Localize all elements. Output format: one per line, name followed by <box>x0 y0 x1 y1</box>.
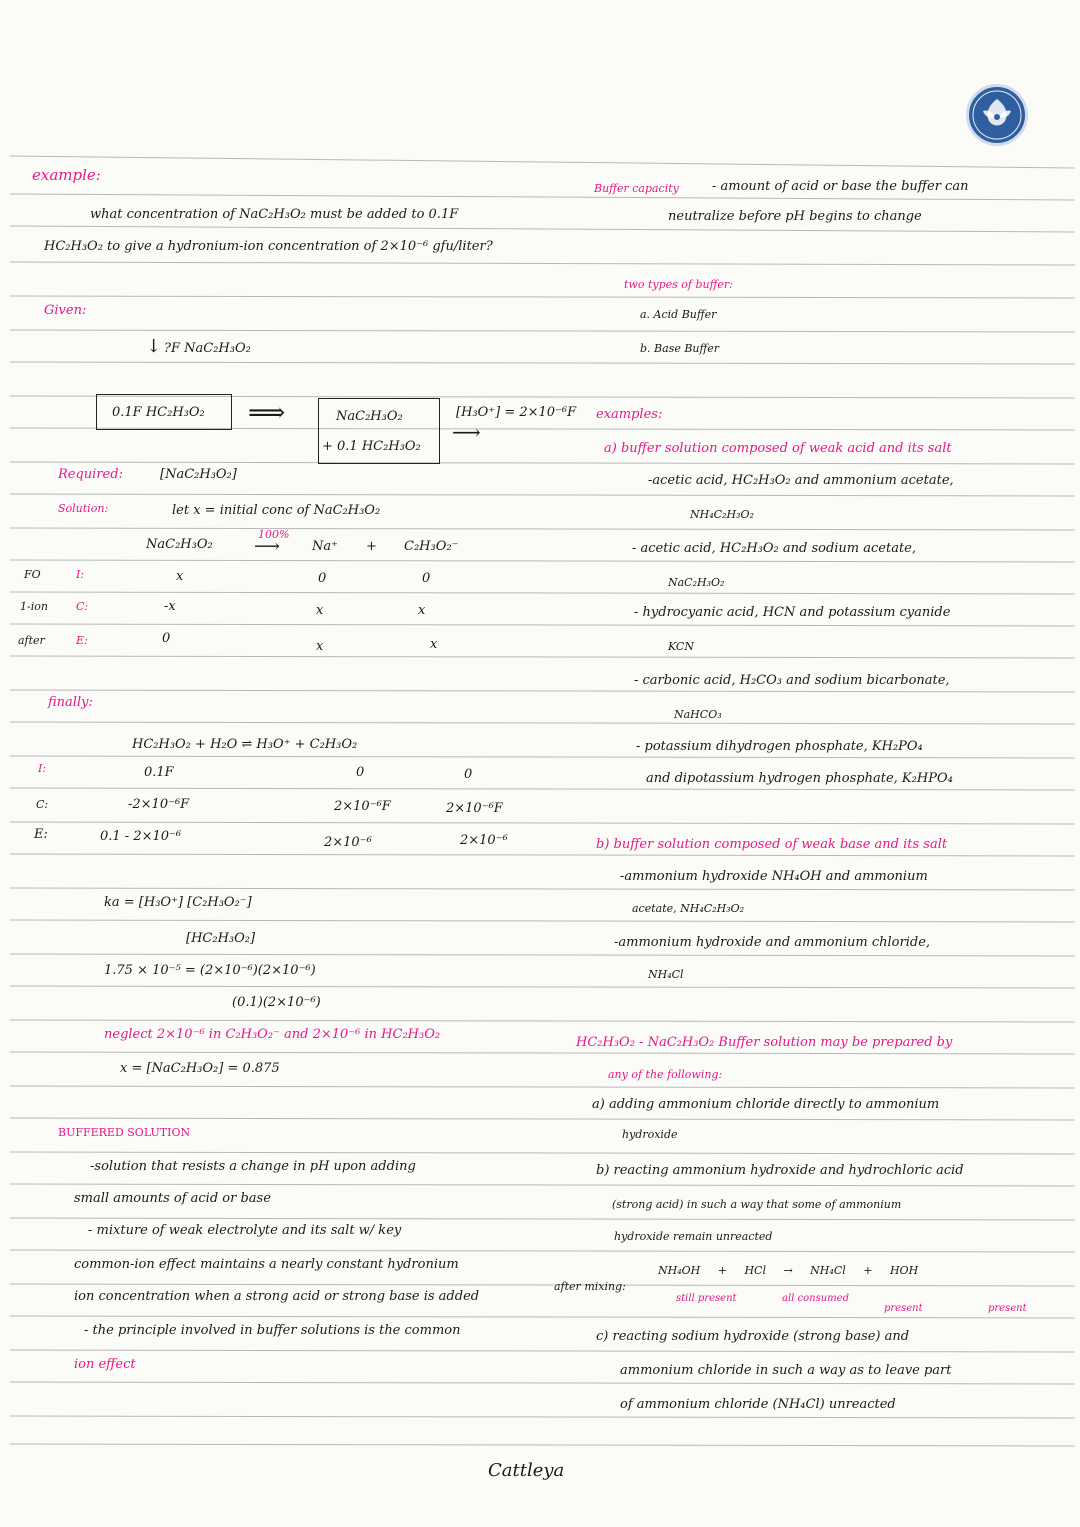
eq-b-2: 2×10⁻⁶ <box>324 835 372 850</box>
prep-c-1: c) reacting sodium hydroxide (strong base) and <box>596 1329 910 1344</box>
buffered-line-2: - mixture of weak electrolyte and its salt w/ key <box>88 1223 402 1238</box>
examples-b-heading: b) buffer solution composed of weak base and its salt <box>596 837 948 852</box>
ka-value-numerator: 1.75 × 10⁻⁵ = (2×10⁻⁶)(2×10⁻⁶) <box>104 963 316 978</box>
question-line-2: HC₂H₃O₂ to give a hydronium-ion concentration of 2×10⁻⁶ gfu/liter? <box>44 239 493 254</box>
a-item-1: NH₄C₂H₃O₂ <box>690 508 754 521</box>
diss-percent: 100% <box>258 528 290 541</box>
signature: Cattleya <box>488 1460 565 1481</box>
equilibrium-equation: HC₂H₃O₂ + H₂O ⇌ H₃O⁺ + C₂H₃O₂ <box>132 737 358 752</box>
eq-c-2: 2×10⁻⁶ <box>460 833 508 848</box>
prep-line-1: HC₂H₃O₂ - NaC₂H₃O₂ Buffer solution may be prepared by <box>576 1035 953 1050</box>
reaction-note-1: all consumed <box>782 1293 849 1304</box>
buffered-line-5: - the principle involved in buffer solutions is the common <box>84 1323 461 1338</box>
diss-side-2: after <box>18 634 45 647</box>
finally-label: finally: <box>48 695 93 710</box>
diss-p2-2: x <box>430 637 438 652</box>
eq-a-1: -2×10⁻⁶F <box>128 797 190 812</box>
eq-b-0: 0 <box>356 765 365 780</box>
buffered-heading: BUFFERED SOLUTION <box>58 1126 191 1139</box>
given-label: Given: <box>44 303 87 318</box>
solution-label: Solution: <box>58 502 109 515</box>
diss-label-1: C: <box>76 600 89 613</box>
diss-p1-1: x <box>316 603 324 618</box>
diss-r-2: 0 <box>162 631 171 646</box>
diss-side-1: 1-ion <box>20 600 48 613</box>
buffered-line-1: small amounts of acid or base <box>74 1191 271 1206</box>
prep-a-2: hydroxide <box>622 1128 678 1141</box>
box-mixture-line-2: + 0.1 HC₂H₃O₂ <box>322 439 421 454</box>
prep-c-2: ammonium chloride in such a way as to leave part <box>620 1363 952 1378</box>
diss-plus: + <box>366 539 377 554</box>
type-b: b. Base Buffer <box>640 342 720 355</box>
eq-label-2: E: <box>34 827 48 842</box>
answer: x = [NaC₂H₃O₂] = 0.875 <box>120 1061 280 1076</box>
neglect-note: neglect 2×10⁻⁶ in C₂H₃O₂⁻ and 2×10⁻⁶ in HC₂H₃O₂ <box>104 1027 441 1042</box>
diss-r-0: x <box>176 569 184 584</box>
type-a: a. Acid Buffer <box>640 308 717 321</box>
eq-c-1: 2×10⁻⁶F <box>446 801 503 816</box>
prep-b-3: hydroxide remain unreacted <box>614 1230 773 1243</box>
examples-a-heading: a) buffer solution composed of weak acid and its salt <box>604 441 952 456</box>
capacity-def-1: - amount of acid or base the buffer can <box>712 179 969 194</box>
reaction-note-0: still present <box>676 1293 737 1304</box>
eq-label-1: C: <box>36 798 49 811</box>
diss-label-0: I: <box>76 568 85 581</box>
ka-value-denominator: (0.1)(2×10⁻⁶) <box>232 995 321 1010</box>
buffered-line-0: -solution that resists a change in pH upon adding <box>90 1159 416 1174</box>
box-mixture-line-1: NaC₂H₃O₂ <box>336 409 403 424</box>
buffered-line-4: ion concentration when a strong acid or strong base is added <box>74 1289 480 1304</box>
a-item-9: and dipotassium hydrogen phosphate, K₂HPO₄ <box>646 771 953 786</box>
reaction: NH₄OH + HCl → NH₄Cl + HOH <box>658 1264 919 1277</box>
capacity-term: Buffer capacity <box>594 182 679 195</box>
reaction-note-2: present <box>884 1303 923 1314</box>
orchid-emblem <box>966 84 1028 146</box>
required-label: Required: <box>58 467 123 482</box>
b-item-3: NH₄Cl <box>648 968 684 981</box>
prep-b-1: b) reacting ammonium hydroxide and hydrochloric acid <box>596 1163 964 1178</box>
a-item-5: KCN <box>668 640 694 653</box>
buffered-line-3: common-ion effect maintains a nearly constant hydronium <box>74 1257 459 1272</box>
diss-label-2: E: <box>76 634 88 647</box>
diss-p2-0: 0 <box>422 571 431 586</box>
buffered-line-6: ion effect <box>74 1357 136 1372</box>
given-value: ?F NaC₂H₃O₂ <box>164 341 251 356</box>
eq-label-0: I: <box>38 762 47 775</box>
question-line-1: what concentration of NaC₂H₃O₂ must be added to 0.1F <box>90 207 459 222</box>
a-item-7: NaHCO₃ <box>674 708 722 721</box>
down-arrow-icon: ↓ <box>146 336 162 357</box>
let-x: let x = initial conc of NaC₂H₃O₂ <box>172 503 381 518</box>
diss-product-1: Na⁺ <box>312 539 338 554</box>
b-item-2: -ammonium hydroxide and ammonium chloride, <box>614 935 931 950</box>
eq-a-0: 0.1F <box>144 765 174 780</box>
a-item-0: -acetic acid, HC₂H₃O₂ and ammonium acetate, <box>648 473 954 488</box>
prep-line-2: any of the following: <box>608 1068 723 1081</box>
prep-c-3: of ammonium chloride (NH₄Cl) unreacted <box>620 1397 896 1412</box>
b-item-1: acetate, NH₄C₂H₃O₂ <box>632 902 745 915</box>
diss-arrow-icon: ⟶ <box>254 536 280 557</box>
ka-numerator: ka = [H₃O⁺] [C₂H₃O₂⁻] <box>104 895 252 910</box>
required-value: [NaC₂H₃O₂] <box>160 467 237 482</box>
prep-b-2: (strong acid) in such a way that some of ammonium <box>612 1198 902 1211</box>
examples-heading: examples: <box>596 407 663 422</box>
reaction-note-3: present <box>988 1303 1027 1314</box>
after-mixing: after mixing: <box>554 1280 626 1293</box>
eq-c-0: 0 <box>464 767 473 782</box>
prep-a-1: a) adding ammonium chloride directly to ammonium <box>592 1097 940 1112</box>
a-item-4: - hydrocyanic acid, HCN and potassium cyanide <box>634 605 951 620</box>
diss-p1-0: 0 <box>318 571 327 586</box>
double-arrow-icon: ⟹ <box>248 398 286 428</box>
right-arrow-icon: ⟶ <box>452 420 481 444</box>
diss-p1-2: x <box>316 639 324 654</box>
a-item-6: - carbonic acid, H₂CO₃ and sodium bicarbonate, <box>634 673 950 688</box>
box-acid-text: 0.1F HC₂H₃O₂ <box>112 405 205 420</box>
diss-reactant: NaC₂H₃O₂ <box>146 537 213 552</box>
eq-a-2: 0.1 - 2×10⁻⁶ <box>100 829 182 844</box>
diss-p2-1: x <box>418 603 426 618</box>
diss-product-2: C₂H₃O₂⁻ <box>404 539 459 554</box>
ka-denominator: [HC₂H₃O₂] <box>186 931 256 946</box>
diss-side-0: FO <box>24 568 41 581</box>
types-heading: two types of buffer: <box>624 278 733 291</box>
diss-r-1: -x <box>164 599 176 614</box>
h3o-given: [H₃O⁺] = 2×10⁻⁶F <box>456 405 577 420</box>
b-item-0: -ammonium hydroxide NH₄OH and ammonium <box>620 869 928 884</box>
a-item-8: - potassium dihydrogen phosphate, KH₂PO₄ <box>636 739 923 754</box>
a-item-3: NaC₂H₃O₂ <box>668 576 725 589</box>
a-item-2: - acetic acid, HC₂H₃O₂ and sodium acetate, <box>632 541 917 556</box>
eq-b-1: 2×10⁻⁶F <box>334 799 391 814</box>
capacity-def-2: neutralize before pH begins to change <box>668 209 922 224</box>
example-heading: example: <box>32 166 101 184</box>
